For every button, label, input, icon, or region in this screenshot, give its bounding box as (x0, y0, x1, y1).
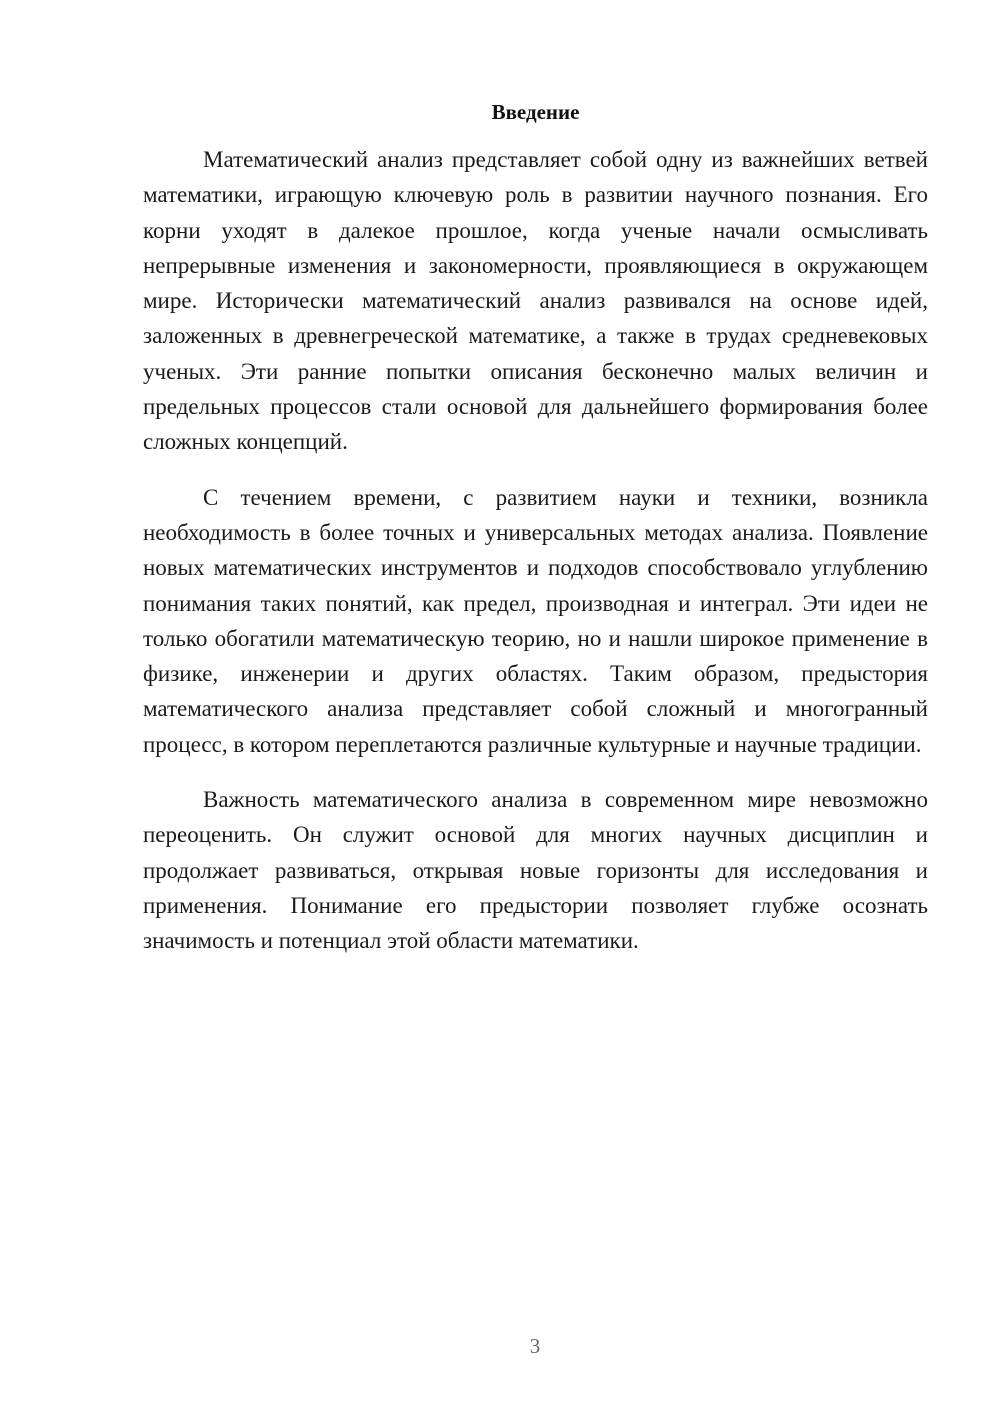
body-text (143, 142, 928, 979)
paragraph-2: С течением времени, с развитием науки и техники, возникла необходимость в более точных и универсальных методах анализа. Появление новых математических инструментов и подходов способствовало углублению понимания таких понятий, как предел, производная и интеграл. Эти идеи не только обогатили математическую теорию, но и нашли широкое применение в физике, инженерии и других областях. Таким образом, предыстория математического анализа представляет собой сложный и многогранный процесс, в котором переплетаются различные культурные и научные традиции. (143, 484, 928, 757)
section-heading: Введение (491, 100, 580, 124)
page-number: 3 (529, 1334, 541, 1358)
paragraph-3: Важность математического анализа в современном мире невозможно переоценить. Он служит основой для многих научных дисциплин и продолжает развиваться, открывая новые горизонты для исследования и применения. Понимание его предыстории позволяет глубже осознать значимость и потенциал этой области математики. (143, 787, 928, 954)
paragraph-1: Математический анализ представляет собой одну из важнейших ветвей математики, играющую ключевую роль в развитии научного познания. Его корни уходят в далекое прошлое, когда ученые начали осмысливать непрерывные изменения и закономерности, проявляющиеся в окружающем мире. Исторически математический анализ развивался на основе идей, заложенных в древнегреческой математике, а также в трудах средневековых ученых. Эти ранние попытки описания бесконечно малых величин и предельных процессов стали основой для дальнейшего формирования более сложных концепций. (143, 147, 928, 455)
